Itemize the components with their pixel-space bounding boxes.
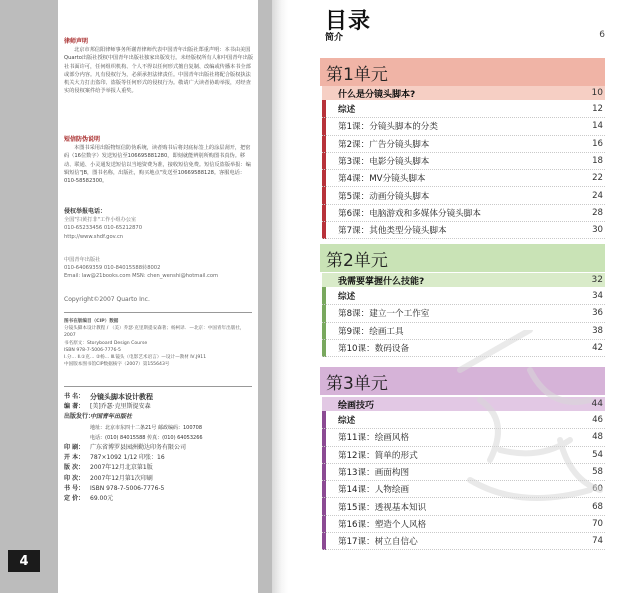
catalog-row: 定 价： 69.00元 (64, 495, 114, 503)
unit-2-section[interactable] (322, 273, 605, 287)
catalog-row: 印 次： 2007年12月第1次印刷 (64, 474, 153, 482)
toc-item[interactable]: 第13课：画面构图 58 (322, 464, 605, 481)
toc-item[interactable]: 第15课：透视基本知识 68 (322, 498, 605, 515)
catalog-block (64, 392, 254, 504)
unit-2-header[interactable]: 第2单元 (320, 244, 605, 272)
unit-1-header[interactable]: 第1单元 (320, 58, 605, 86)
toc-item[interactable]: 第10课：数码设备 42 (322, 340, 605, 357)
section-page: 10 (591, 88, 603, 98)
catalog-row: 电话：(010) 84015588 传真：(010) 64053266 (90, 434, 203, 441)
page-number: 4 (8, 550, 40, 572)
toc-item[interactable]: 综述 46 (322, 412, 605, 429)
toc-item[interactable]: 第2课：广告分镜头脚本 16 (322, 136, 605, 153)
watermark-seal-icon (440, 330, 620, 530)
toc-intro-label: 简介 (325, 33, 344, 43)
toc-item[interactable]: 第9课：绘画工具 38 (322, 323, 605, 340)
report-line: 010-65233456 010-65212870 (64, 225, 143, 232)
section-page: 32 (591, 275, 603, 285)
cip-line: Ⅰ.分… Ⅱ.①克… ②杨… Ⅲ.镜头（电影艺术语言）—设计—教材 Ⅳ.J911 (64, 355, 207, 361)
publisher-line: Email: law@21books.com MSN: chen_wenshi@hotmail.com (64, 273, 219, 280)
catalog-row: 版 次： 2007年12月北京第1版 (64, 464, 153, 472)
catalog-row: 印 刷： 广东省博罗县园洲勤达印务有限公司 (64, 444, 187, 452)
toc-item[interactable]: 综述 12 (322, 101, 605, 118)
publisher-line: 中国青年出版社 (64, 257, 101, 263)
unit-1-section[interactable] (322, 86, 605, 100)
anti-fake-body: 本图书采用出版物短信防伪系统，读者购书后将封底标签上的涂层刮开，把密码（16位数字）发送短信至106695881280，即刻就能辨别所购图书真伪。移动、联通、小灵通发送短信以当地资费为准，接收短信免费。短信反盗版举报：编辑短信"JB，图书名称，出版社，购买地点"发送至10669588128。客服电话：010-58582300。 (64, 145, 251, 185)
toc-item[interactable]: 第3课：电影分镜头脚本 18 (322, 153, 605, 170)
toc-item[interactable]: 第8课：建立一个工作室 36 (322, 305, 605, 322)
catalog-row: 书 名： 分镜头脚本设计教程 (64, 393, 153, 401)
section-label: 什么是分镜头脚本? (338, 89, 416, 100)
cip-line: ISBN 978-7-5006-7776-5 (64, 347, 121, 353)
toc-intro-page: 6 (599, 30, 605, 40)
unit-1-list (322, 101, 605, 239)
unit-3-header[interactable]: 第3单元 (320, 367, 605, 395)
catalog-row: 编 著： [美]乔瑟·克里斯提安森 (64, 403, 151, 411)
catalog-row: 开 本： 787×1092 1/12 印张：16 (64, 454, 165, 462)
toc-item[interactable]: 第4课：MV分镜头脚本 22 (322, 170, 605, 187)
copyright-line: Copyright©2007 Quarto Inc. (64, 296, 150, 303)
section-page: 44 (591, 399, 603, 409)
cip-heading: 图书在版编目（CIP）数据 (64, 319, 119, 324)
toc-item[interactable]: 第11课：绘画风格 48 (322, 429, 605, 446)
left-page (0, 0, 272, 593)
toc-item[interactable]: 第14课：人物绘画 60 (322, 481, 605, 498)
toc-item[interactable]: 第6课：电脑游戏和多媒体分镜头脚本 28 (322, 205, 605, 222)
cip-line: 书名原文：Storyboard Design Course (64, 340, 148, 346)
toc-intro[interactable] (325, 30, 605, 44)
anti-fake-heading: 短信防伪说明 (64, 136, 101, 143)
toc-title: 目录 (325, 9, 372, 34)
publisher-line: 010-64069359 010-84015588转8002 (64, 265, 161, 272)
toc-item[interactable]: 第1课：分镜头脚本的分类 14 (322, 118, 605, 135)
section-label: 我需要掌握什么技能? (338, 276, 425, 287)
legal-heading: 律师声明 (64, 38, 89, 45)
toc-item[interactable]: 第5课：动画分镜头脚本 24 (322, 187, 605, 204)
report-heading: 侵权举报电话： (64, 208, 107, 215)
cip-line: 分镜头脚本设计教程 / （美）乔瑟·克里斯提安森著；杨柯译．—北京：中国青年出版社，2007 (64, 326, 245, 339)
divider (64, 312, 252, 313)
section-label: 绘画技巧 (338, 400, 375, 411)
report-line: 全国"扫黄打非"工作小组办公室 (64, 217, 137, 224)
catalog-row: 出版发行： 中国青年出版社 (64, 413, 133, 421)
report-line: http://www.shdf.gov.cn (64, 233, 124, 240)
divider (64, 386, 252, 387)
cip-line: 中国版本图书馆CIP数据核字（2007）第155643号 (64, 362, 170, 368)
toc-item[interactable]: 第16课：塑造个人风格 70 (322, 516, 605, 533)
toc-item[interactable]: 第7课：其他类型分镜头脚本 30 (322, 222, 605, 239)
toc-item[interactable]: 综述 34 (322, 288, 605, 305)
legal-body: 北京市邦信阳律师事务所谢青律师代表中国青年出版社郑重声明：本书由美国Quarto出版社授权中国青年出版社独家出版发行。未经版权所有人和中国青年出版社书面许可，任何组织机构、个人不得以任何形式擅自复制、改编或传播本书全部或部分内容。凡有侵权行为，必须承担法律责任。中国青年出版社将配合版权执法机关大力打击盗印、盗版等任何形式的侵权行为。敬请广大读者协助举报，对经查实的侵权案件给予举报人重奖。 (64, 47, 254, 95)
toc-item[interactable]: 第17课：树立自信心 74 (322, 533, 605, 550)
catalog-row: 地址：北京市东四十二条21号 邮政编码：100708 (90, 424, 203, 431)
copyright-panel (58, 0, 258, 593)
catalog-row: 书 号： ISBN 978-7-5006-7776-5 (64, 484, 165, 492)
book-spine (272, 0, 288, 593)
toc-item[interactable]: 第12课：简单的形式 54 (322, 447, 605, 464)
